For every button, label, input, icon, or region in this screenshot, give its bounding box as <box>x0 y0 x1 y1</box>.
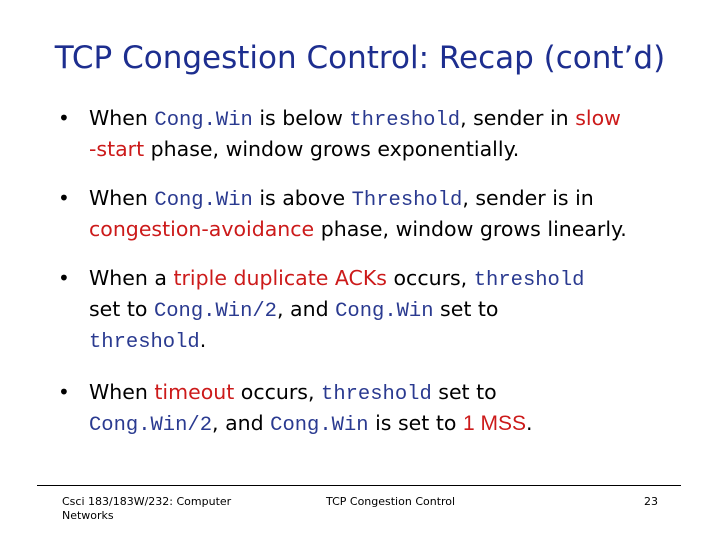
page-number: 23 <box>644 495 658 508</box>
text-run: is below <box>252 106 350 130</box>
code-term: Cong.Win <box>154 109 253 132</box>
text-run: occurs, <box>386 266 474 290</box>
text-run: phase, window grows exponentially. <box>144 137 520 161</box>
bullet-dot-icon: • <box>58 380 70 404</box>
text-run: set to <box>89 297 154 321</box>
highlighted-term: -start <box>89 137 145 161</box>
code-term: Cong.Win/2 <box>153 300 277 323</box>
code-term: Cong.Win <box>154 189 253 212</box>
bullet-item-slow-start <box>58 104 688 164</box>
slide-title: TCP Congestion Control: Recap (cont’d) <box>54 40 666 76</box>
text-run: When a <box>89 266 174 290</box>
footer-divider <box>37 485 681 486</box>
text-run: When <box>89 186 155 210</box>
bullet-item-triple-duplicate-acks <box>58 264 688 357</box>
text-run: When <box>89 106 155 130</box>
code-term: Cong.Win/2 <box>89 414 213 437</box>
bullet-item-congestion-avoidance <box>58 184 688 244</box>
code-term: Cong.Win <box>270 414 369 437</box>
text-run: , sender is in <box>462 186 594 210</box>
code-term: threshold <box>321 383 432 406</box>
highlighted-term: congestion-avoidance <box>89 217 315 241</box>
footer-course-line: Networks <box>62 509 114 522</box>
code-term: Cong.Win <box>335 300 434 323</box>
code-term: threshold <box>349 109 461 132</box>
text-run: , sender in <box>460 106 576 130</box>
text-run: . <box>199 328 207 352</box>
code-term: threshold <box>89 331 200 354</box>
bullet-line <box>89 378 688 409</box>
bullet-item-timeout <box>58 378 688 440</box>
bullet-dot-icon: • <box>58 186 70 210</box>
highlighted-term: 1 MSS <box>462 412 526 435</box>
text-run: . <box>525 411 533 435</box>
text-run: , and <box>212 411 271 435</box>
text-run: occurs, <box>234 380 322 404</box>
highlighted-term: timeout <box>154 380 235 404</box>
text-run: is set to <box>368 411 463 435</box>
bullet-line <box>89 135 688 164</box>
bullet-line <box>89 215 688 244</box>
highlighted-term: triple duplicate ACKs <box>173 266 387 290</box>
text-run: When <box>89 380 155 404</box>
text-run: , and <box>276 297 336 321</box>
footer-topic: TCP Congestion Control <box>326 495 456 508</box>
footer-course <box>62 495 252 523</box>
text-run: is above <box>252 186 352 210</box>
code-term: Threshold <box>351 189 463 212</box>
bullet-line <box>89 409 688 440</box>
text-run: phase, window grows linearly. <box>314 217 627 241</box>
code-term: threshold <box>473 269 585 292</box>
bullet-line <box>89 104 688 135</box>
bullet-list <box>58 104 688 460</box>
bullet-line <box>89 295 688 326</box>
bullet-dot-icon: • <box>58 106 70 130</box>
bullet-line <box>89 264 688 295</box>
highlighted-term: slow <box>575 106 621 130</box>
footer-course-line: Csci 183/183W/232: Computer <box>62 495 232 508</box>
bullet-line <box>89 184 688 215</box>
bullet-line <box>89 326 688 357</box>
text-run: set to <box>431 380 497 404</box>
text-run: set to <box>433 297 499 321</box>
bullet-dot-icon: • <box>58 266 70 290</box>
